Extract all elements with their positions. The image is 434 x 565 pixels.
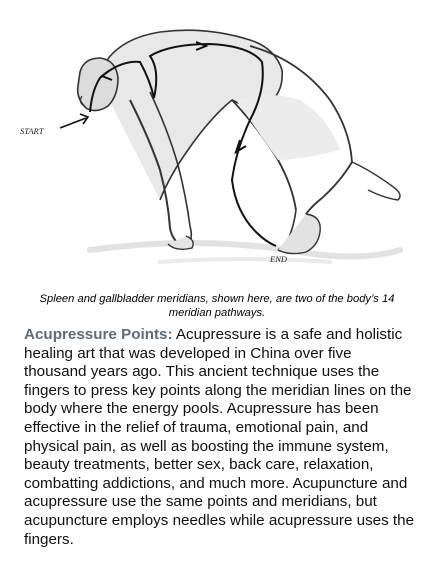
article-body: Acupressure is a safe and holistic healing art that was developed in China over five thousand years ago. This ancient technique uses the fingers to press key points along the meridian lines on the body where the energy pools. Acupressure has been effective in the relief of trauma, emotional pain, and physical pain, as well as boosting the immune system, beauty treatments, better sex, back care, relaxation, combatting addictions, and much more. Acupuncture and acupressure use the same points and meridians, but acupuncture employs needles while acupressure uses the fingers. [24, 326, 415, 548]
end-label: END [270, 254, 287, 264]
article-paragraph [24, 326, 416, 549]
figure-caption: Spleen and gallbladder meridians, shown here, are two of the body’s 14 meridian pathways. [39, 293, 395, 319]
section-lead: Acupressure Points: [24, 326, 173, 343]
start-label: START [20, 126, 44, 136]
